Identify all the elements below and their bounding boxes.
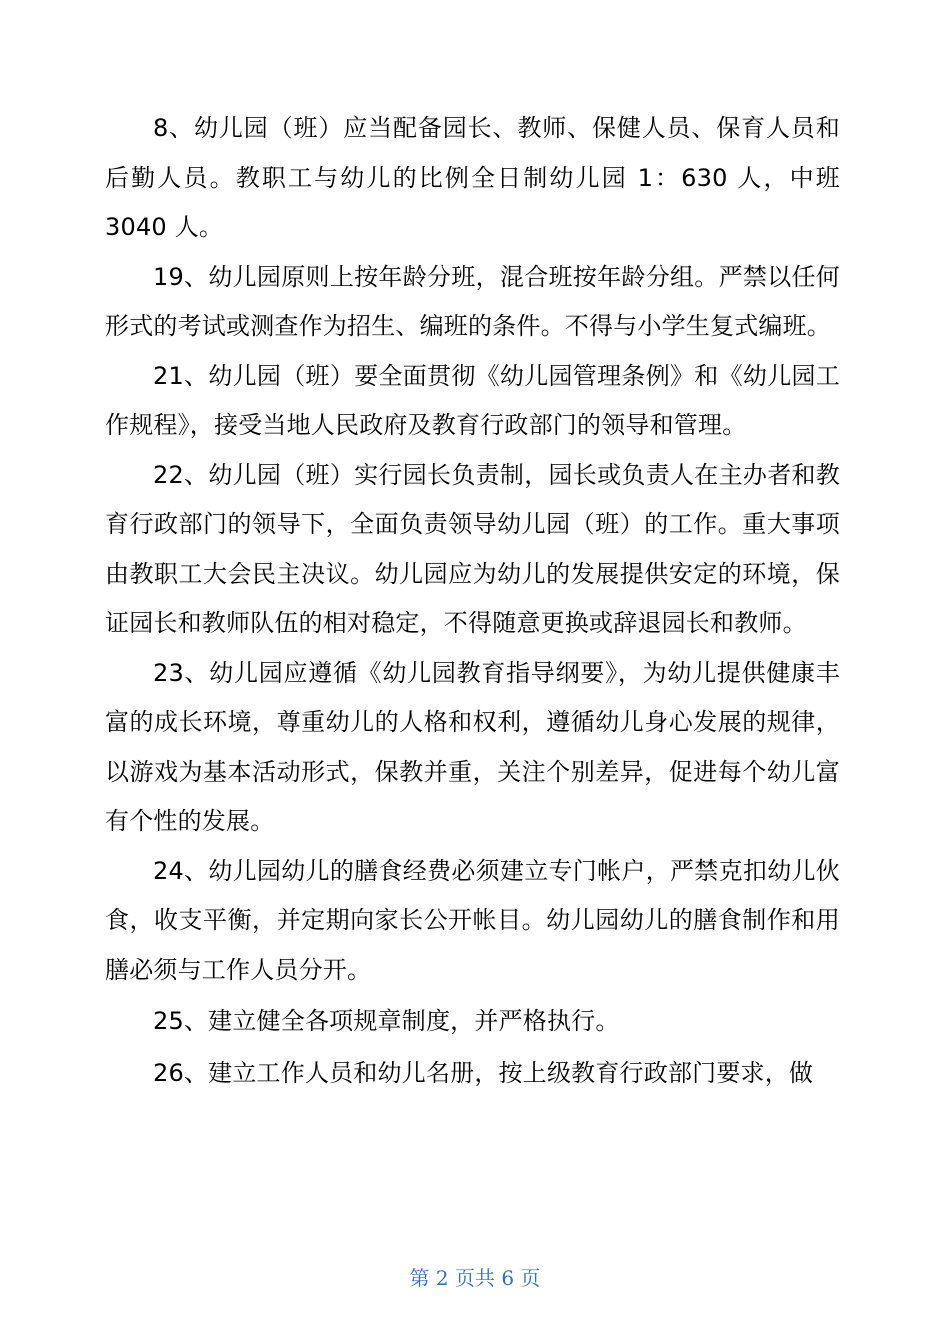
page-number-footer: 第 2 页共 6 页 bbox=[409, 1266, 541, 1290]
paragraph-24: 24、幼儿园幼儿的膳食经费必须建立专门帐户，严禁克扣幼儿伙食，收支平衡，并定期向家长公开帐目。幼儿园幼儿的膳食制作和用膳必须与工作人员分开。 bbox=[105, 856, 840, 984]
paragraph-22: 22、幼儿园（班）实行园长负责制，园长或负责人在主办者和教育行政部门的领导下，全面负责领导幼儿园（班）的工作。重大事项由教职工大会民主决议。幼儿园应为幼儿的发展提供安定的环境，保证园长和教师队伍的相对稳定，不得随意更换或辞退园长和教师。 bbox=[105, 460, 840, 637]
paragraph-19: 19、幼儿园原则上按年龄分班，混合班按年龄分组。严禁以任何形式的考试或测查作为招生、编班的条件。不得与小学生复式编班。 bbox=[105, 262, 840, 340]
paragraph-21: 21、幼儿园（班）要全面贯彻《幼儿园管理条例》和《幼儿园工作规程》，接受当地人民政府及教育行政部门的领导和管理。 bbox=[105, 361, 840, 439]
paragraph-25: 25、建立健全各项规章制度，并严格执行。 bbox=[153, 1007, 620, 1035]
paragraph-8: 8、幼儿园（班）应当配备园长、教师、保健人员、保育人员和后勤人员。教职工与幼儿的比例全日制幼儿园 1：630 人，中班 3040 人。 bbox=[105, 114, 840, 241]
paragraph-26: 26、建立工作人员和幼儿名册，按上级教育行政部门要求，做 bbox=[153, 1058, 814, 1087]
paragraph-23: 23、幼儿园应遵循《幼儿园教育指导纲要》，为幼儿提供健康丰富的成长环境，尊重幼儿的人格和权利，遵循幼儿身心发展的规律，以游戏为基本活动形式，保教并重，关注个别差异，促进每个幼儿富有个性的发展。 bbox=[105, 658, 840, 835]
document-body bbox=[105, 104, 840, 1098]
